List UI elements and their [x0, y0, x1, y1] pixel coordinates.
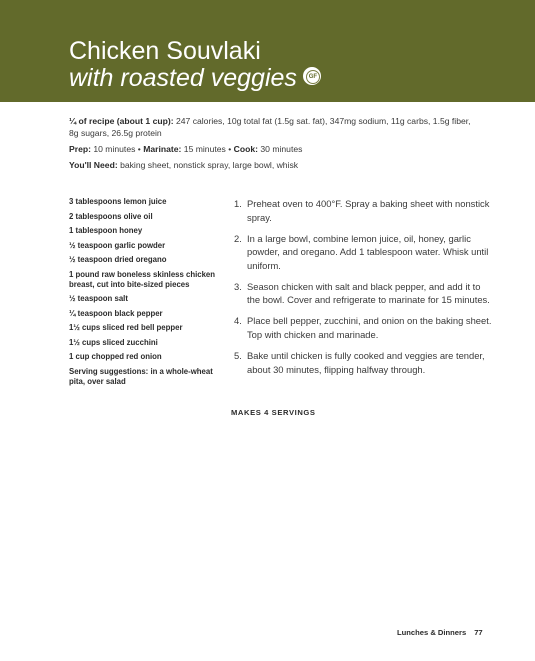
marinate-label: Marinate:: [143, 144, 182, 154]
section-name: Lunches & Dinners: [397, 628, 467, 637]
step-number: 3.: [234, 280, 242, 292]
ingredient-item: 1 tablespoon honey: [69, 226, 143, 235]
step-number: 1.: [234, 198, 242, 209]
serving-suggestions: Serving suggestions: in a whole-wheat pita, over salad: [69, 366, 213, 387]
title-banner: [0, 0, 535, 102]
marinate-value: 15 minutes: [181, 144, 226, 154]
gluten-free-badge-label: GF: [306, 70, 320, 84]
gluten-free-icon: [303, 67, 321, 85]
ingredient-item: ½ teaspoon garlic powder: [69, 240, 166, 250]
cook-value: 30 minutes: [258, 144, 303, 154]
page-number: 77: [474, 628, 483, 637]
ingredient-item: 1 cup chopped red onion: [69, 352, 162, 362]
ingredient-item: 2 tablespoons olive oil: [69, 211, 153, 221]
nutrition-text: 247 calories, 10g total fat (1.5g sat. fat), 347mg sodium, 11g carbs, 1.5g fiber, 8g sugars, 26.5g protein: [69, 116, 471, 138]
directions-list: [232, 197, 492, 383]
equipment-info: [69, 159, 479, 171]
servings-yield: MAKES 4 SERVINGS: [231, 408, 316, 417]
cook-label: Cook:: [233, 144, 258, 154]
recipe-subtitle: [69, 64, 321, 92]
direction-step: [232, 349, 492, 376]
equipment-value: baking sheet, nonstick spray, large bowl, whisk: [117, 160, 299, 170]
step-text: Season chicken with salt and black pepper, and add it to the bowl. Cover and refrigerate to marinate for 15 minutes.: [247, 280, 490, 306]
ingredient-item: 1½ cups sliced red bell pepper: [69, 323, 183, 333]
timing-separator: •: [225, 144, 234, 154]
step-text: Place bell pepper, zucchini, and onion on the baking sheet. Top with chicken and marinade.: [247, 315, 492, 340]
ingredient-item: ½ teaspoon salt: [69, 294, 128, 304]
step-number: 2.: [234, 232, 242, 244]
prep-label: Prep:: [69, 144, 91, 154]
step-text: In a large bowl, combine lemon juice, oil, honey, garlic powder, and oregano. Add 1 tablespoon water. Whisk until uniform.: [247, 232, 489, 271]
nutrition-info: [69, 115, 479, 139]
ingredient-item: 1 pound raw boneless skinless chicken breast, cut into bite-sized pieces: [69, 269, 216, 289]
direction-step: [232, 232, 492, 273]
direction-step: [232, 197, 492, 224]
step-text: Preheat oven to 400°F. Spray a baking sheet with nonstick spray.: [247, 198, 490, 223]
direction-step: [232, 280, 492, 307]
step-number: 5.: [234, 349, 242, 361]
direction-step: [232, 314, 492, 341]
timing-info: [69, 143, 479, 155]
page-footer: [397, 628, 483, 637]
ingredient-item: 1½ cups sliced zucchini: [69, 337, 158, 347]
step-number: 4.: [234, 315, 242, 327]
ingredient-item: ¼ teaspoon black pepper: [69, 308, 163, 318]
equipment-label: You'll Need:: [69, 160, 118, 170]
prep-value: 10 minutes: [90, 144, 136, 154]
step-text: Bake until chicken is fully cooked and veggies are tender, about 30 minutes, flipping halfway through.: [247, 349, 485, 375]
timing-separator: •: [135, 144, 144, 154]
recipe-title: Chicken Souvlaki: [69, 37, 261, 65]
ingredient-item: ½ teaspoon dried oregano: [69, 255, 167, 264]
recipe-subtitle-text: with roasted veggies: [69, 64, 297, 92]
nutrition-label: ¼ of recipe (about 1 cup):: [69, 116, 174, 126]
ingredient-item: 3 tablespoons lemon juice: [69, 197, 167, 206]
ingredient-list: [69, 197, 219, 392]
